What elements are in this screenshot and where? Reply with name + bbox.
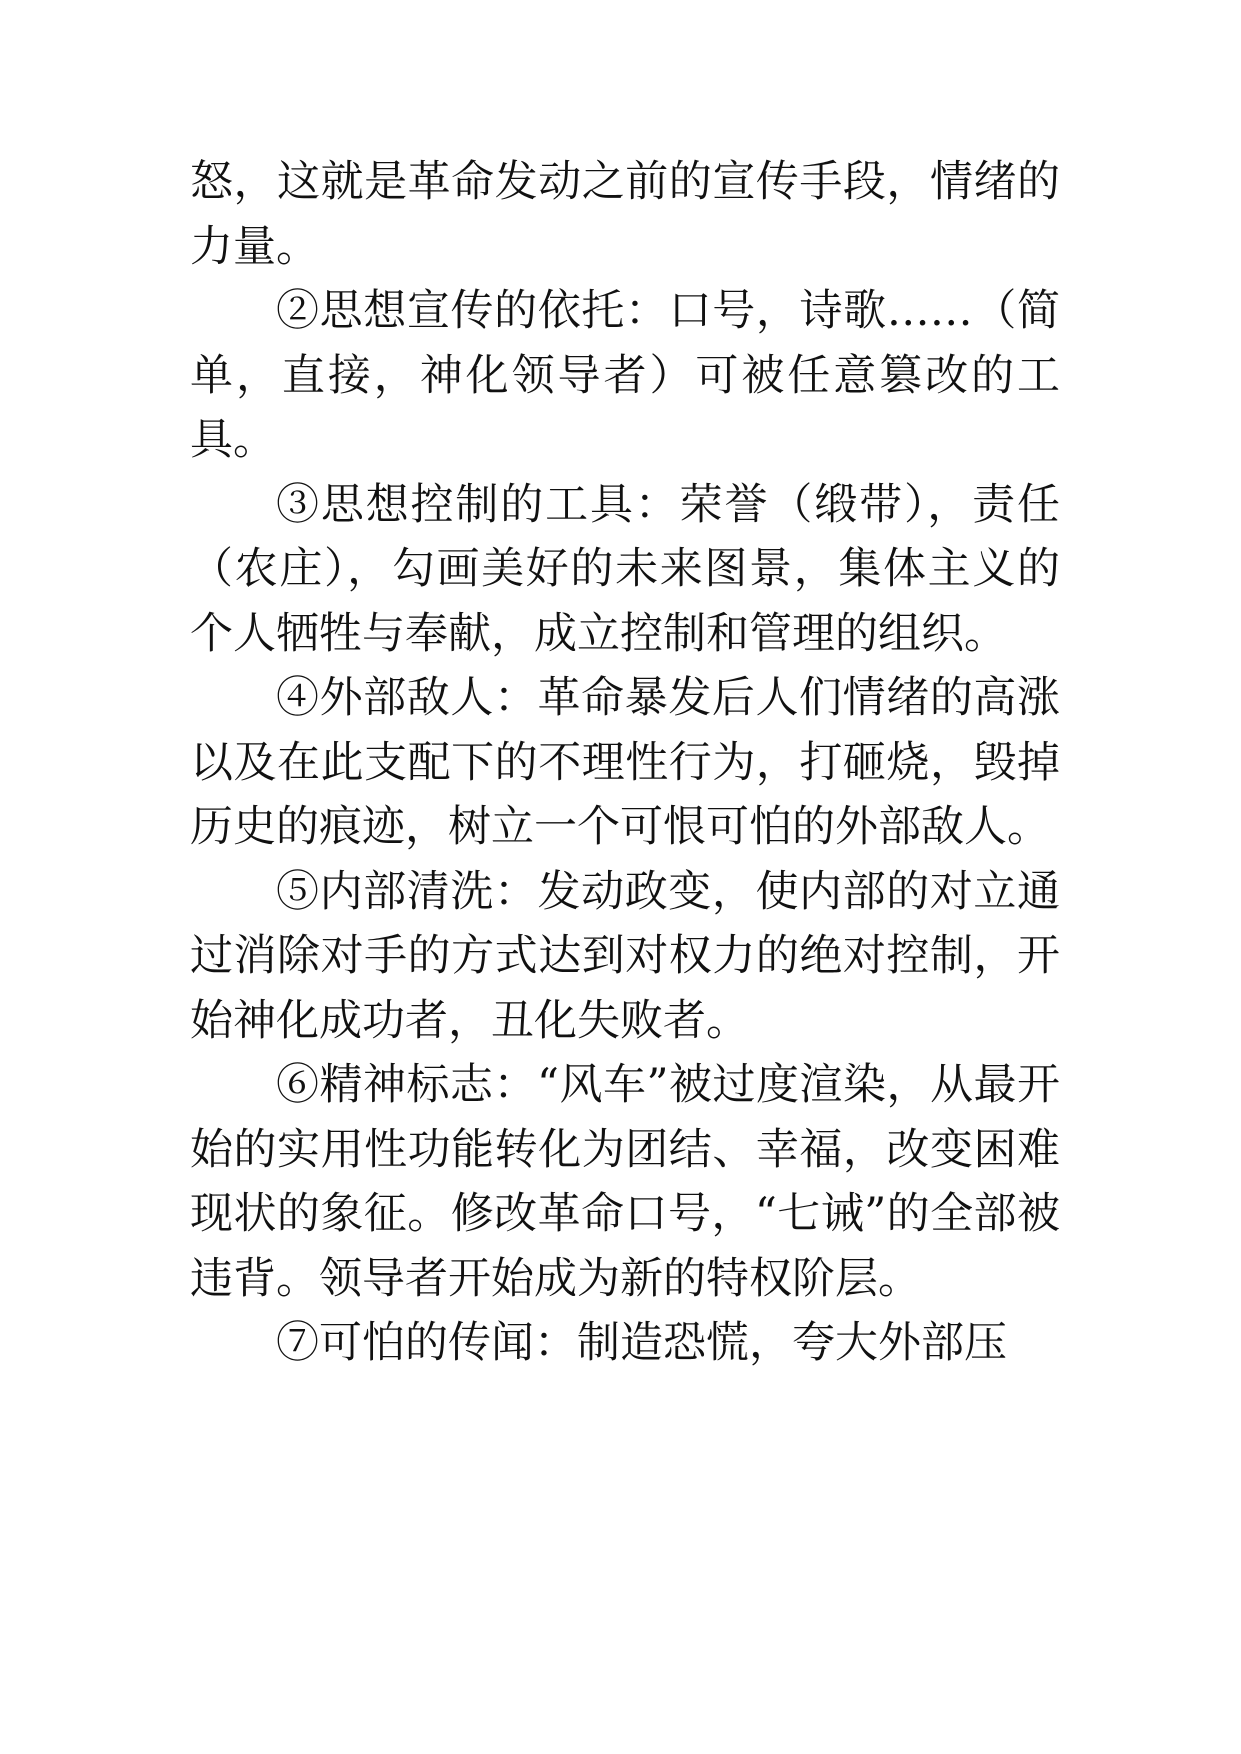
paragraph-internal-purge: ⑤内部清洗：发动政变，使内部的对立通过消除对手的方式达到对权力的绝对控制，开始神化成功者，丑化失败者。 — [190, 866, 1060, 1046]
paragraph-continuation: 怒，这就是革命发动之前的宣传手段，情绪的力量。 — [190, 157, 1060, 272]
paragraph-rumors: ⑦可怕的传闻：制造恐慌，夸大外部压 — [276, 1318, 1007, 1368]
paragraph-external-enemy: ④外部敌人：革命暴发后人们情绪的高涨以及在此支配下的不理性行为，打砸烧，毁掉历史的痕迹，树立一个可恨可怕的外部敌人。 — [190, 673, 1060, 852]
document-page — [190, 150, 1060, 1376]
paragraph-thought-control: ③思想控制的工具：荣誉（缎带），责任（农庄），勾画美好的未来图景，集体主义的个人牺牲与奉献，成立控制和管理的组织。 — [190, 479, 1060, 659]
paragraph-spiritual-symbol: ⑥精神标志：“风车”被过度渲染，从最开始的实用性功能转化为团结、幸福，改变困难现状的象征。修改革命口号，“七诫”的全部被违背。领导者开始成为新的特权阶层。 — [190, 1060, 1060, 1304]
paragraph-propaganda-basis: ②思想宣传的依托：口号，诗歌……（简单，直接，神化领导者）可被任意篡改的工具。 — [190, 286, 1060, 465]
